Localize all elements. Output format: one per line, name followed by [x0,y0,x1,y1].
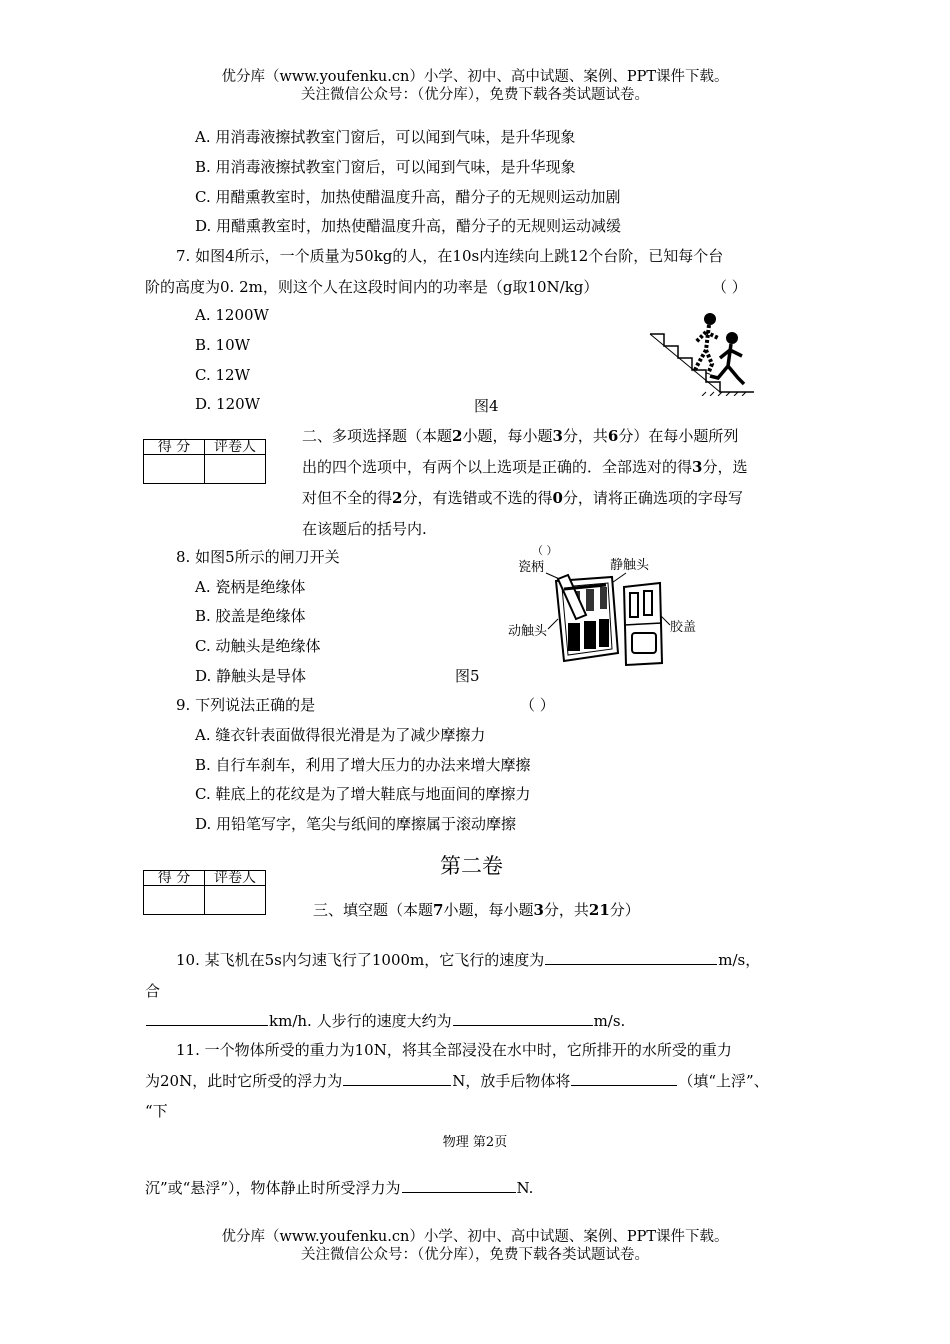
section-2-line-1: 二、多项选择题（本题2小题，每小题3分，共6分）在每小题所列 [302,427,739,445]
q10-line-3: km/h. 人步行的速度大约为 m/s. [145,1010,625,1031]
q8-option-c: C. 动触头是绝缘体 [195,637,321,655]
q9-option-c: C. 鞋底上的花纹是为了增大鞋底与地面间的摩擦力 [195,785,531,803]
q10-speed-blank[interactable] [545,963,717,965]
footer-line-1: 优分库（www.youfenku.cn）小学、初中、高中试题、案例、PPT课件下载。 [221,1229,729,1245]
q7-answer-paren: （ ） [712,278,747,296]
section-3-title: 三、填空题（本题7小题，每小题3分，共21分） [313,901,640,919]
q9-option-d: D. 用铅笔写字，笔尖与纸间的摩擦属于滚动摩擦 [195,815,517,833]
score-box-section-2 [143,439,266,484]
q10-line-2: 合 [145,982,161,1000]
q11-line-3: “下 [145,1102,168,1120]
grader-label: 评卷人 [205,871,266,886]
grader-cell[interactable] [205,455,266,484]
q9-option-a: A. 缝衣针表面做得很光滑是为了减少摩擦力 [195,726,486,744]
q11-line-4: 沉”或“悬浮”），物体静止时所受浮力为 N. [145,1179,534,1197]
q11-buoyancy-blank[interactable] [343,1084,451,1086]
q9-stem: 9. 下列说法正确的是 [176,696,316,714]
q11-rest-buoyancy-blank[interactable] [402,1191,516,1193]
q9-answer-paren: （ ） [520,696,555,714]
q10-kmh-blank[interactable] [146,1024,268,1026]
q6-option-d: D. 用醋熏教室时，加热使醋温度升高，醋分子的无规则运动减缓 [195,217,622,235]
score-label: 得 分 [144,440,205,455]
score-box-section-3 [143,870,266,915]
figure-4-caption: 图4 [474,397,499,415]
score-cell[interactable] [144,886,205,915]
header-line-1: 优分库（www.youfenku.cn）小学、初中、高中试题、案例、PPT课件下载。 [221,69,729,85]
q6-option-c: C. 用醋熏教室时，加热使醋温度升高，醋分子的无规则运动加剧 [195,188,621,206]
q8-option-d: D. 静触头是导体 [195,667,307,685]
q11-line-1: 11. 一个物体所受的重力为10N，将其全部浸没在水中时，它所排开的水所受的重力 [176,1041,732,1059]
q11-line-2: 为20N，此时它所受的浮力为 N，放手后物体将 （填“上浮”、 [145,1072,769,1090]
q8-stem: 8. 如图5所示的闸刀开关 [176,548,340,566]
q7-option-c: C. 12W [195,366,250,384]
q7-stem-line-1: 7. 如图4所示，一个质量为50kg的人，在10s内连续向上跳12个台阶，已知每个台 [176,247,724,265]
label-static-contact: 静触头 [610,558,650,573]
score-label: 得 分 [144,871,205,886]
q7-option-a: A. 1200W [195,306,269,324]
section-2-line-3: 对但不全的得2分，有选错或不选的得0分，请将正确选项的字母写 [302,489,743,507]
q6-option-b: B. 用消毒液擦拭教室门窗后，可以闻到气味，是升华现象 [195,158,576,176]
grader-cell[interactable] [205,886,266,915]
header-line-2: 关注微信公众号：（优分库），免费下载各类试题试卷。 [301,87,649,103]
q6-option-a: A. 用消毒液擦拭教室门窗后，可以闻到气味，是升华现象 [195,128,576,146]
figure-5-caption: 图5 [455,667,480,685]
label-cover: 胶盖 [670,620,697,635]
label-handle: 瓷柄 [518,560,545,575]
footer-line-2: 关注微信公众号：（优分库），免费下载各类试题试卷。 [301,1247,649,1263]
q10-walk-speed-blank[interactable] [453,1024,593,1026]
page-footer-label: 物理 第2页 [442,1135,508,1150]
figure-4-stairs-illustration [646,312,758,396]
q8-option-b: B. 胶盖是绝缘体 [195,607,306,625]
figure-5-knife-switch [506,553,702,668]
section-2-line-4: 在该题后的括号内. [302,520,427,538]
section-2-line-2: 出的四个选项中，有两个以上选项是正确的．全部选对的得3分，选 [302,458,748,476]
q7-option-b: B. 10W [195,336,251,354]
q9-option-b: B. 自行车刹车，利用了增大压力的办法来增大摩擦 [195,756,531,774]
q7-stem-line-2: 阶的高度为0. 2m，则这个人在这段时间内的功率是（g取10N/kg） [145,278,599,296]
part-2-title: 第二卷 [440,854,503,878]
q8-option-a: A. 瓷柄是绝缘体 [195,578,306,596]
q11-motion-blank[interactable] [571,1084,677,1086]
label-moving-contact: 动触头 [508,624,548,639]
score-cell[interactable] [144,455,205,484]
q8-answer-paren: （ ） [532,544,558,557]
grader-label: 评卷人 [205,440,266,455]
q10-line-1: 10. 某飞机在5s内匀速飞行了1000m，它飞行的速度为 m/s， [176,951,761,969]
q7-option-d: D. 120W [195,395,261,413]
